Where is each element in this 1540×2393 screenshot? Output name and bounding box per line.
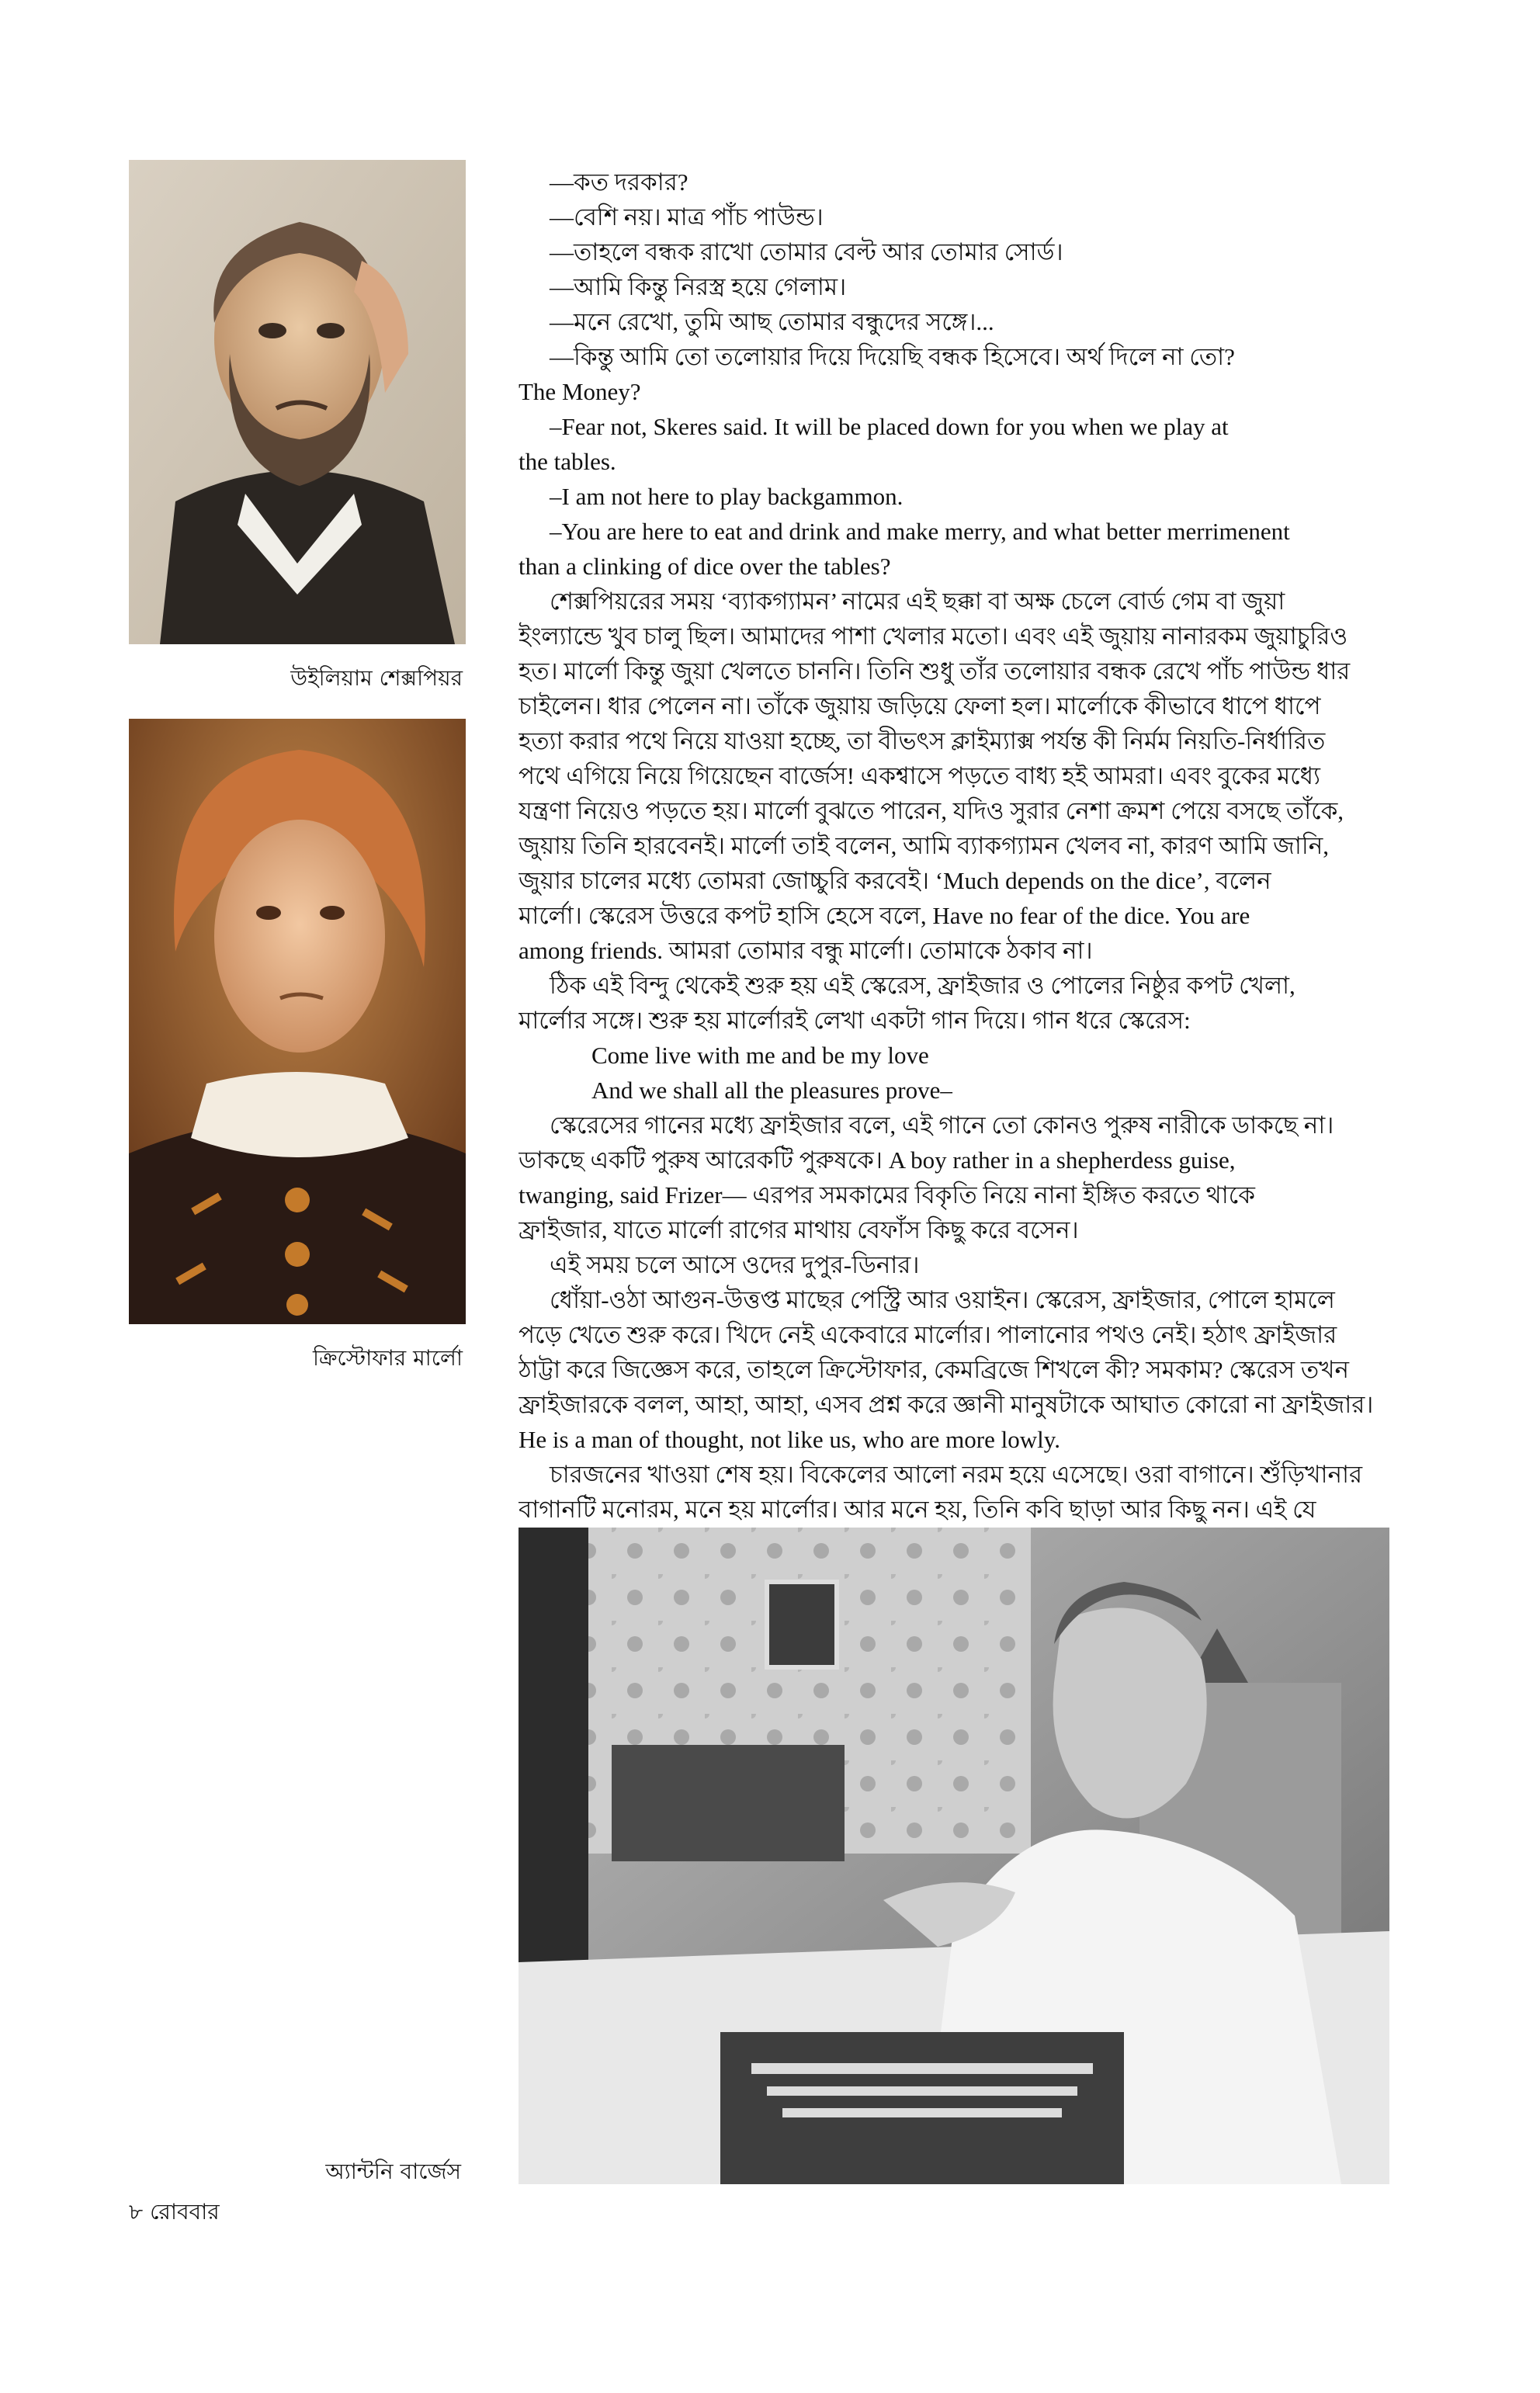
article-line: পথে এগিয়ে নিয়ে গিয়েছেন বার্জেস! একশ্বাসে পড়তে বাধ্য হই আমরা। এবং বুকের মধ্যে	[519, 762, 1320, 789]
article-line: ডাকছে একটি পুরুষ আরেকটি পুরুষকে। A boy rather in a shepherdess guise,	[519, 1146, 1236, 1174]
article-line: ঠিক এই বিন্দু থেকেই শুরু হয় এই স্কেরেস, ফ্রাইজার ও পোলের নিষ্ঠুর কপট খেলা,	[550, 972, 1295, 999]
article-line: এই সময় চলে আসে ওদের দুপুর-ডিনার।	[550, 1251, 920, 1278]
article-line: —কত দরকার?	[550, 168, 688, 196]
article-line: ফ্রাইজার, যাতে মার্লো রাগের মাথায় বেফাঁস কিছু করে বসেন।	[519, 1216, 1079, 1243]
article-line: হত। মার্লো কিন্তু জুয়া খেলতে চাননি। তিনি শুধু তাঁর তলোয়ার বন্ধক রেখে পাঁচ পাউন্ড ধার	[519, 657, 1351, 685]
article-line: ফ্রাইজারকে বলল, আহা, আহা, এসব প্রশ্ন করে জ্ঞানী মানুষটাকে আঘাত কোরো না ফ্রাইজার।	[519, 1391, 1374, 1418]
article-line: Come live with me and be my love	[591, 1042, 929, 1069]
article-line: জুয়ায় তিনি হারবেনই। মার্লো তাই বলেন, আমি ব্যাকগ্যামন খেলব না, কারণ আমি জানি,	[519, 832, 1329, 859]
article-line: —বেশি নয়। মাত্র পাঁচ পাউন্ড।	[550, 203, 824, 231]
article-line: মার্লো। স্কেরেস উত্তরে কপট হাসি হেসে বলে, Have no fear of the dice. You are	[519, 902, 1250, 929]
article-line: –You are here to eat and drink and make merry, and what better merrimenent	[550, 518, 1290, 545]
article-line: হত্যা করার পথে নিয়ে যাওয়া হচ্ছে, তা বীভৎস ক্লাইম্যাক্স পর্যন্ত কী নির্মম নিয়তি-নির্ধারিত	[519, 727, 1326, 754]
shakespeare-portrait	[129, 160, 466, 644]
article-line: ধোঁয়া-ওঠা আগুন-উত্তপ্ত মাছের পেস্ট্রি আর ওয়াইন। স্কেরেস, ফ্রাইজার, পোলে হামলে	[550, 1286, 1335, 1313]
article-line: পড়ে খেতে শুরু করে। খিদে নেই একেবারে মার্লোর। পালানোর পথও নেই। হঠাৎ ফ্রাইজার	[519, 1321, 1337, 1348]
article-line: The Money?	[519, 378, 641, 405]
article-line: ইংল্যান্ডে খুব চালু ছিল। আমাদের পাশা খেলার মতো। এবং এই জুয়ায় নানারকম জুয়াচুরিও	[519, 623, 1348, 650]
marlowe-caption: ক্রিস্টোফার মার্লো	[313, 1345, 463, 1371]
article-line: twanging, said Frizer— এরপর সমকামের বিকৃতি নিয়ে নানা ইঙ্গিত করতে থাকে	[519, 1181, 1255, 1209]
article-line: শেক্সপিয়রের সময় ‘ব্যাকগ্যামন’ নামের এই ছক্কা বা অক্ষ চেলে বোর্ড গেম বা জুয়া	[550, 588, 1285, 615]
article-line: বাগানটি মনোরম, মনে হয় মার্লোর। আর মনে হয়, তিনি কবি ছাড়া আর কিছু নন। এই যে	[519, 1496, 1316, 1523]
article-line: than a clinking of dice over the tables?	[519, 553, 891, 580]
article-line: —আমি কিন্তু নিরস্ত্র হয়ে গেলাম।	[550, 273, 847, 300]
article-line: the tables.	[519, 448, 616, 475]
article-line: —তাহলে বন্ধক রাখো তোমার বেল্ট আর তোমার সোর্ড।	[550, 238, 1063, 265]
article-line: —মনে রেখো, তুমি আছ তোমার বন্ধুদের সঙ্গে।...	[550, 308, 994, 335]
article-line: He is a man of thought, not like us, who are more lowly.	[519, 1426, 1060, 1453]
page-footer: ৮ রোববার	[129, 2199, 220, 2225]
article-line: চাইলেন। ধার পেলেন না। তাঁকে জুয়ায় জড়িয়ে ফেলা হল। মার্লোকে কীভাবে ধাপে ধাপে	[519, 692, 1321, 720]
portrait-marlowe-icon	[129, 719, 466, 1324]
article-line: স্কেরেসের গানের মধ্যে ফ্রাইজার বলে, এই গানে তো কোনও পুরুষ নারীকে ডাকছে না।	[550, 1112, 1334, 1139]
article-line: যন্ত্রণা নিয়েও পড়তে হয়। মার্লো বুঝতে পারেন, যদিও সুরার নেশা ক্রমশ পেয়ে বসছে তাঁকে,	[519, 797, 1344, 824]
article-body	[519, 165, 1396, 1527]
shakespeare-caption: উইলিয়াম শেক্সপিয়র	[290, 665, 463, 691]
portrait-shakespeare-icon	[129, 160, 466, 644]
article-line: –Fear not, Skeres said. It will be placed down for you when we play at	[550, 413, 1229, 440]
article-line: ঠাট্টা করে জিজ্ঞেস করে, তাহলে ক্রিস্টোফার, কেমব্রিজে শিখলে কী? সমকাম? স্কেরেস তখন	[519, 1356, 1349, 1383]
article-line: জুয়ার চালের মধ্যে তোমরা জোচ্চুরি করবেই। ‘Much depends on the dice’, বলেন	[519, 867, 1271, 894]
burgess-caption: অ্যান্টনি বার্জেস	[325, 2159, 461, 2184]
article-line: —কিন্তু আমি তো তলোয়ার দিয়ে দিয়েছি বন্ধক হিসেবে। অর্থ দিলে না তো?	[550, 343, 1235, 370]
article-line: চারজনের খাওয়া শেষ হয়। বিকেলের আলো নরম হয়ে এসেছে। ওরা বাগানে। শুঁড়িখানার	[550, 1461, 1363, 1488]
article-line: –I am not here to play backgammon.	[550, 483, 904, 510]
photo-burgess-typewriter-icon	[519, 1528, 1389, 2184]
article-line: মার্লোর সঙ্গে। শুরু হয় মার্লোরই লেখা একটা গান দিয়ে। গান ধরে স্কেরেস:	[519, 1007, 1191, 1034]
article-line: And we shall all the pleasures prove–	[591, 1077, 952, 1104]
article-line: among friends. আমরা তোমার বন্ধু মার্লো। তোমাকে ঠকাব না।	[519, 937, 1093, 964]
marlowe-portrait	[129, 719, 466, 1324]
burgess-photo	[519, 1528, 1389, 2184]
